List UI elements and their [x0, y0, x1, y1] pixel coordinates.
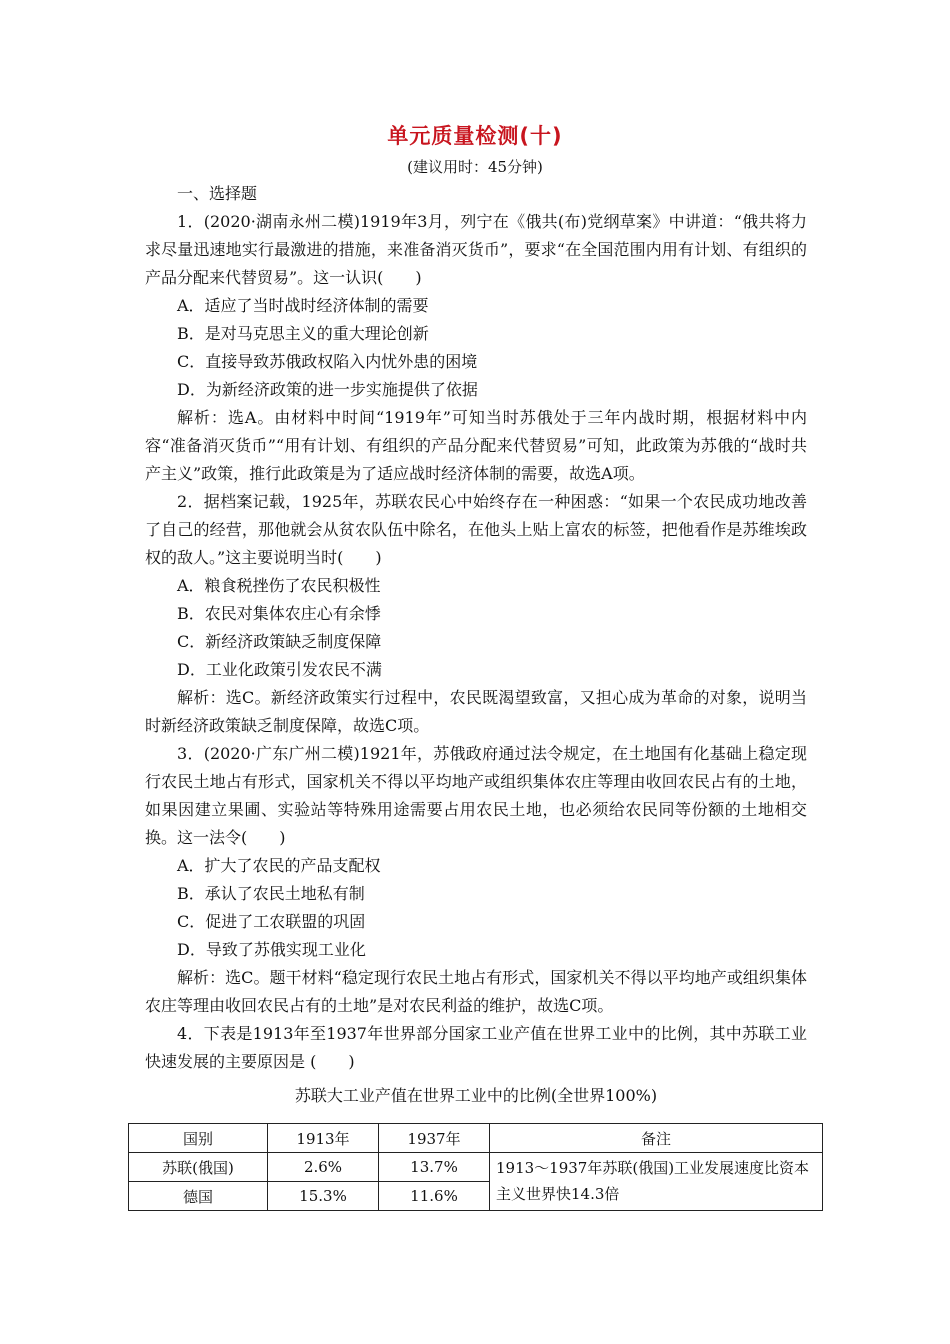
table-cell: 11.6% — [379, 1182, 490, 1211]
data-table — [128, 1123, 823, 1211]
table-cell: 13.7% — [379, 1153, 490, 1182]
option-d: D．为新经济政策的进一步实施提供了依据 — [177, 380, 478, 399]
option-d: D．导致了苏俄实现工业化 — [177, 940, 366, 959]
option-a: A．适应了当时战时经济体制的需要 — [177, 296, 429, 315]
table-header-cell: 1913年 — [268, 1124, 379, 1153]
table-header-cell: 备注 — [490, 1124, 823, 1153]
table-header-cell: 国别 — [129, 1124, 268, 1153]
question-stem: 4．下表是1913年至1937年世界部分国家工业产值在世界工业中的比例，其中苏联工业快速发展的主要原因是 ( ) — [145, 1024, 807, 1071]
question-stem: 3．(2020·广东广州二模)1921年，苏俄政府通过法令规定，在土地国有化基础上稳定现行农民土地占有形式，国家机关不得以平均地产或组织集体农庄等理由收回农民占有的土地，如果因建立果圃、实验站等特殊用途需要占用农民土地，也必须给农民同等份额的土地相交换。这一法令( ) — [145, 744, 807, 847]
analysis: 解析：选C。新经济政策实行过程中，农民既渴望致富，又担心成为革命的对象，说明当时新经济政策缺乏制度保障，故选C项。 — [145, 688, 807, 735]
table-cell: 15.3% — [268, 1182, 379, 1211]
table-note-cell: 1913～1937年苏联(俄国)工业发展速度比资本主义世界快14.3倍 — [490, 1153, 823, 1211]
option-b: B．农民对集体农庄心有余悸 — [177, 604, 381, 623]
page-title: 单元质量检测(十) — [387, 124, 563, 148]
table-header-row — [129, 1124, 823, 1153]
table-cell: 苏联(俄国) — [129, 1153, 268, 1182]
section-heading: 一、选择题 — [177, 184, 258, 203]
option-a: A．粮食税挫伤了农民积极性 — [177, 576, 381, 595]
time-suggestion: (建议用时：45分钟) — [407, 158, 543, 176]
question-2 — [145, 488, 807, 740]
table-cell: 德国 — [129, 1182, 268, 1211]
question-1 — [145, 208, 807, 488]
option-c: C．直接导致苏俄政权陷入内忧外患的困境 — [177, 352, 478, 371]
table-row — [129, 1153, 823, 1182]
option-b: B．承认了农民土地私有制 — [177, 884, 365, 903]
option-c: C．促进了工农联盟的巩固 — [177, 912, 366, 931]
analysis: 解析：选C。题干材料“稳定现行农民土地占有形式，国家机关不得以平均地产或组织集体农庄等理由收回农民占有的土地”是对农民利益的维护，故选C项。 — [145, 968, 807, 1015]
analysis: 解析：选A。由材料中时间“1919年”可知当时苏俄处于三年内战时期，根据材料中内容“准备消灭货币”“用有计划、有组织的产品分配来代替贸易”可知，此政策为苏俄的“战时共产主义”政策，推行此政策是为了适应战时经济体制的需要，故选A项。 — [145, 408, 807, 483]
option-d: D．工业化政策引发农民不满 — [177, 660, 382, 679]
question-3 — [145, 740, 807, 1020]
option-c: C．新经济政策缺乏制度保障 — [177, 632, 382, 651]
table-caption: 苏联大工业产值在世界工业中的比例(全世界100%) — [294, 1086, 658, 1105]
question-stem: 1．(2020·湖南永州二模)1919年3月，列宁在《俄共(布)党纲草案》中讲道：“俄共将力求尽量迅速地实行最激进的措施，来准备消灭货币”，要求“在全国范围内用有计划、有组织的产品分配来代替贸易”。这一认识( ) — [145, 212, 807, 287]
option-b: B．是对马克思主义的重大理论创新 — [177, 324, 429, 343]
table-header-cell: 1937年 — [379, 1124, 490, 1153]
question-stem: 2．据档案记载，1925年，苏联农民心中始终存在一种困惑：“如果一个农民成功地改善了自己的经营，那他就会从贫农队伍中除名，在他头上贴上富农的标签，把他看作是苏维埃政权的敌人。”这主要说明当时( ) — [145, 492, 807, 567]
question-4 — [145, 1020, 807, 1110]
document-body — [145, 180, 807, 1110]
table-cell: 2.6% — [268, 1153, 379, 1182]
option-a: A．扩大了农民的产品支配权 — [177, 856, 381, 875]
